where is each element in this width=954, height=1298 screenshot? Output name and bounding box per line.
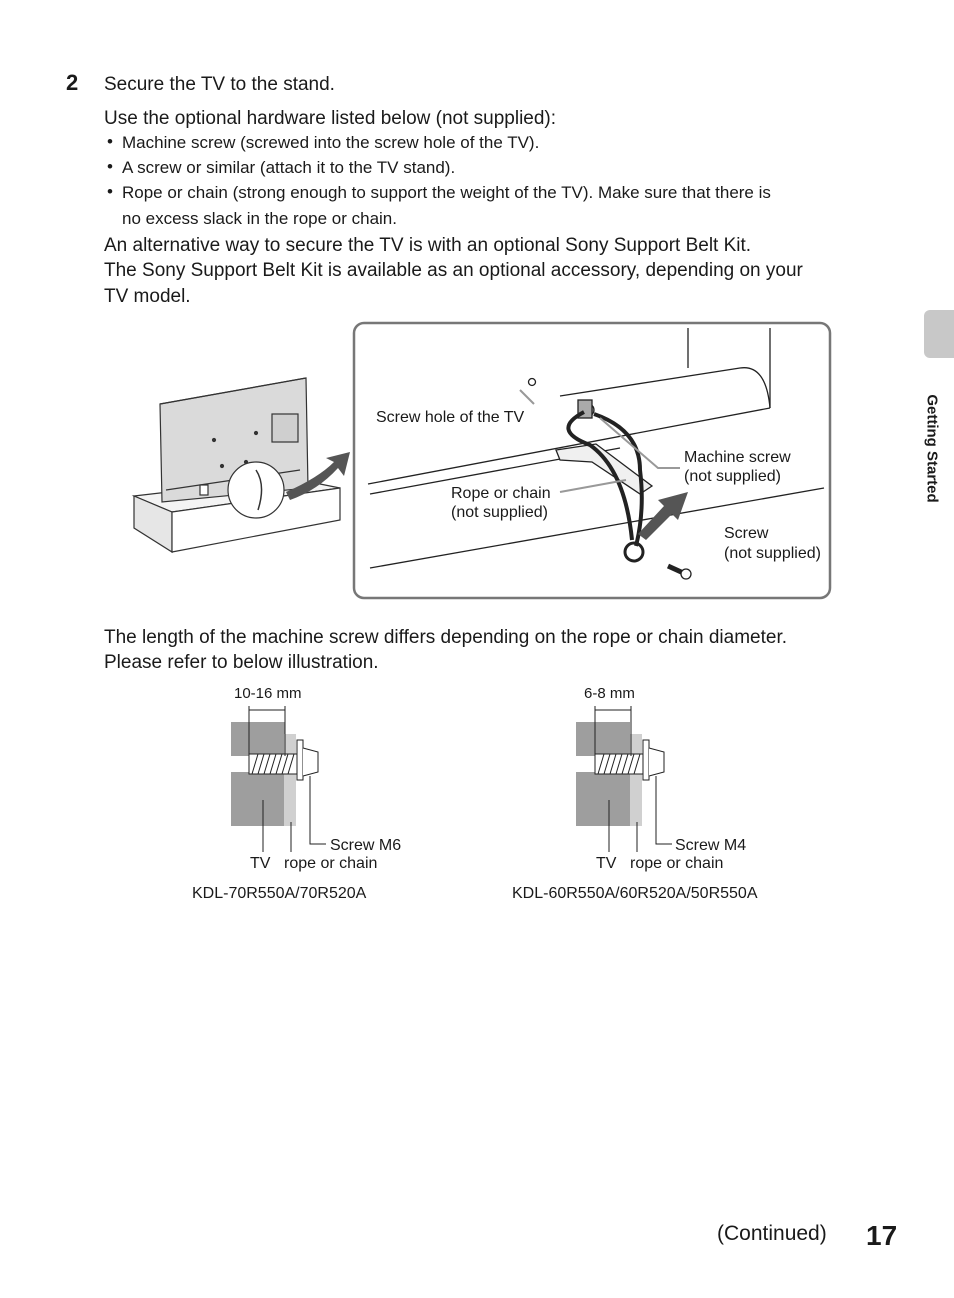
bullet-text: Machine screw (screwed into the screw hole of the TV). bbox=[122, 133, 540, 152]
screw-size-label: Screw M6 bbox=[330, 837, 402, 854]
label-screw-note: (not supplied) bbox=[724, 545, 821, 562]
rope-label: rope or chain bbox=[284, 855, 378, 872]
dimension-label: 6-8 mm bbox=[584, 685, 635, 702]
tv-label: TV bbox=[250, 855, 271, 872]
dimension-label: 10-16 mm bbox=[234, 685, 302, 702]
section-tab bbox=[924, 310, 954, 358]
bullet-marker: • bbox=[107, 132, 113, 151]
label-screw-hole: Screw hole of the TV bbox=[376, 409, 525, 426]
length-note: Please refer to below illustration. bbox=[104, 652, 379, 673]
rope-label: rope or chain bbox=[630, 855, 724, 872]
step-intro: Use the optional hardware listed below (not supplied): bbox=[104, 108, 557, 129]
label-machine-screw-note: (not supplied) bbox=[684, 468, 781, 485]
alt-line: TV model. bbox=[104, 286, 191, 307]
bullet-text: A screw or similar (attach it to the TV stand). bbox=[122, 158, 456, 177]
label-screw: Screw bbox=[724, 525, 769, 542]
label-machine-screw: Machine screw bbox=[684, 449, 791, 466]
label-rope-note: (not supplied) bbox=[451, 504, 548, 521]
alt-line: An alternative way to secure the TV is with an optional Sony Support Belt Kit. bbox=[104, 235, 752, 256]
screw-diagram-m6 bbox=[231, 706, 326, 852]
page-number: 17 bbox=[866, 1220, 898, 1251]
length-note: The length of the machine screw differs depending on the rope or chain diameter. bbox=[104, 627, 788, 648]
bullet-text-continued: no excess slack in the rope or chain. bbox=[122, 209, 397, 228]
bullet-marker: • bbox=[107, 157, 113, 176]
tv-on-stand-drawing bbox=[134, 378, 340, 552]
continued-label: (Continued) bbox=[717, 1222, 827, 1245]
step-title: Secure the TV to the stand. bbox=[104, 74, 335, 95]
screw-diagram-m4 bbox=[576, 706, 672, 852]
label-rope: Rope or chain bbox=[451, 485, 551, 502]
bullet-marker: • bbox=[107, 182, 113, 201]
step-number: 2 bbox=[66, 70, 79, 95]
screw-size-label: Screw M4 bbox=[675, 837, 747, 854]
section-label: Getting Started bbox=[923, 394, 941, 503]
tv-label: TV bbox=[596, 855, 617, 872]
model-label: KDL-70R550A/70R520A bbox=[192, 885, 367, 902]
bullet-text: Rope or chain (strong enough to support the weight of the TV). Make sure that there is bbox=[122, 183, 771, 202]
model-label: KDL-60R550A/60R520A/50R550A bbox=[512, 885, 758, 902]
alt-line: The Sony Support Belt Kit is available as an optional accessory, depending on your bbox=[104, 260, 803, 281]
